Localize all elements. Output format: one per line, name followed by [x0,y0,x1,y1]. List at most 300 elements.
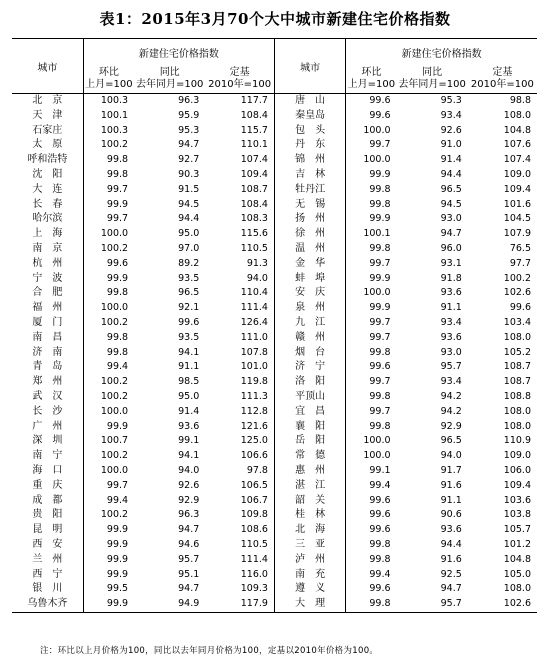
city-cell: 扬 州 [274,212,345,227]
header-mom-left [83,65,134,94]
header-city-right: 城市 [274,39,345,94]
yoy-cell: 92.9 [440,420,462,432]
mom-cell: 100.2 [83,138,134,153]
city-cell: 烟 台 [274,346,345,361]
base-cell: 109.3 [240,583,268,595]
mom-cell: 99.6 [346,582,397,597]
header-mom-sub: 上月=100 [347,79,396,90]
city-cell: 济 南 [32,346,63,358]
base-cell: 108.0 [503,109,531,121]
yoy-cell: 94.0 [440,450,462,462]
header-mom-label: 环比 [361,67,382,78]
base-cell: 94.0 [246,272,268,284]
city-cell: 兰 州 [32,553,63,565]
city-cell: 宜 昌 [274,405,345,420]
mom-cell: 100.2 [83,449,134,464]
table-row [12,420,537,435]
mom-cell: 99.4 [83,494,134,509]
mom-cell: 99.8 [83,286,134,301]
yoy-cell: 96.5 [440,435,462,447]
yoy-cell: 95.3 [178,124,200,136]
base-cell: 111.3 [240,390,268,402]
city-cell: 上 海 [32,228,63,240]
mom-cell: 99.4 [346,479,397,494]
city-cell: 银 川 [32,583,63,595]
city-cell: 太 原 [32,139,63,151]
yoy-cell: 94.2 [440,390,462,402]
mom-cell: 99.8 [346,553,397,568]
mom-cell: 99.8 [346,597,397,612]
city-cell: 南 充 [274,568,345,583]
mom-cell: 99.6 [346,508,397,523]
table-row [12,538,537,553]
yoy-cell: 94.4 [440,168,462,180]
base-cell: 108.0 [503,331,531,343]
city-cell: 温 州 [274,242,345,257]
table-header [12,39,537,94]
city-cell: 徐 州 [274,227,345,242]
mom-cell: 99.9 [346,272,397,287]
yoy-cell: 95.3 [440,95,462,106]
city-cell: 北 京 [32,95,63,106]
city-cell: 石家庄 [32,124,63,136]
base-cell: 115.6 [240,228,268,240]
mom-cell: 99.8 [346,183,397,198]
table-row [12,346,537,361]
base-cell: 106.0 [503,464,531,476]
city-cell: 大 连 [32,183,63,195]
yoy-cell: 92.5 [440,568,462,580]
mom-cell: 100.0 [346,286,397,301]
yoy-cell: 93.4 [440,376,462,388]
city-cell: 泸 州 [274,553,345,568]
yoy-cell: 96.3 [178,95,200,106]
table-row [12,331,537,346]
base-cell: 112.8 [240,405,268,417]
table-body [12,94,537,613]
mom-cell: 99.9 [83,597,134,612]
base-cell: 102.6 [503,287,531,299]
mom-cell: 100.0 [346,449,397,464]
yoy-cell: 94.6 [178,538,200,550]
mom-cell: 100.2 [83,390,134,405]
city-cell: 西 安 [32,538,63,550]
mom-cell: 99.9 [346,212,397,227]
city-cell: 贵 阳 [32,509,63,521]
table-row [12,523,537,538]
mom-cell: 99.8 [83,331,134,346]
city-cell: 长 春 [32,198,63,210]
base-cell: 108.7 [503,376,531,388]
base-cell: 97.7 [509,257,531,269]
yoy-cell: 94.1 [178,450,200,462]
table-row [12,449,537,464]
mom-cell: 99.8 [346,390,397,405]
base-cell: 109.8 [240,509,268,521]
table-row [12,242,537,257]
table-row [12,464,537,479]
city-cell: 桂 林 [274,508,345,523]
base-cell: 107.4 [240,154,268,166]
yoy-cell: 94.1 [178,346,200,358]
base-cell: 108.0 [503,420,531,432]
city-cell: 南 宁 [32,450,63,462]
base-cell: 111.4 [240,553,268,565]
yoy-cell: 92.7 [178,154,200,166]
base-cell: 109.4 [503,183,531,195]
city-cell: 赣 州 [274,331,345,346]
city-cell: 济 宁 [274,360,345,375]
base-cell: 103.6 [503,494,531,506]
city-cell: 哈尔滨 [32,213,63,225]
city-cell: 平顶山 [274,390,345,405]
yoy-cell: 95.0 [178,228,200,240]
mom-cell: 99.7 [346,257,397,272]
header-base-right [468,65,537,94]
header-group-right: 新建住宅价格指数 [346,39,537,66]
table-row [12,508,537,523]
yoy-cell: 91.4 [178,405,200,417]
yoy-cell: 90.3 [178,168,200,180]
city-cell: 合 肥 [32,287,63,299]
city-cell: 金 华 [274,257,345,272]
yoy-cell: 99.6 [178,316,200,328]
base-cell: 106.6 [240,450,268,462]
mom-cell: 99.8 [346,198,397,213]
yoy-cell: 93.4 [440,316,462,328]
base-cell: 116.0 [240,568,268,580]
header-yoy-label: 同比 [159,67,180,78]
yoy-cell: 94.4 [178,213,200,225]
base-cell: 101.6 [503,198,531,210]
mom-cell: 100.0 [83,464,134,479]
base-cell: 117.9 [205,597,274,612]
table-row [12,153,537,168]
table-row [12,227,537,242]
base-cell: 126.4 [240,316,268,328]
yoy-cell: 93.0 [440,213,462,225]
mom-cell: 100.1 [346,227,397,242]
mom-cell: 99.6 [346,360,397,375]
price-index-table-wrapper [12,38,537,613]
table-row [12,272,537,287]
city-cell: 常 德 [274,449,345,464]
header-yoy-right [397,65,468,94]
base-cell: 107.6 [503,139,531,151]
base-cell: 108.0 [503,583,531,595]
yoy-cell: 93.6 [440,287,462,299]
table-row [12,597,537,612]
yoy-cell: 94.7 [440,583,462,595]
table-row [12,390,537,405]
yoy-cell: 97.0 [178,242,200,254]
base-cell: 108.7 [240,183,268,195]
table-row [12,138,537,153]
yoy-cell: 96.0 [440,242,462,254]
footnote: 注：环比以上月价格为100，同比以去年同月价格为100，定基以2010年价格为100。 [40,646,379,656]
base-cell: 76.5 [509,242,531,254]
yoy-cell: 94.7 [178,139,200,151]
mom-cell: 99.8 [346,538,397,553]
yoy-cell: 93.4 [440,109,462,121]
base-cell: 91.3 [246,257,268,269]
base-cell: 105.2 [503,346,531,358]
header-yoy-sub: 去年同月=100 [135,79,204,90]
yoy-cell: 95.0 [178,390,200,402]
base-cell: 111.0 [240,331,268,343]
table-row [12,360,537,375]
table-row [12,568,537,583]
mom-cell: 99.7 [346,375,397,390]
mom-cell: 99.7 [83,479,134,494]
yoy-cell: 99.1 [178,435,200,447]
table-row [12,375,537,390]
base-cell: 111.4 [240,302,268,314]
base-cell: 119.8 [240,376,268,388]
mom-cell: 99.9 [83,523,134,538]
city-cell: 吉 林 [274,168,345,183]
table-row [12,286,537,301]
base-cell: 100.2 [503,272,531,284]
city-cell: 大 理 [274,597,345,612]
yoy-cell: 94.7 [440,228,462,240]
yoy-cell: 91.0 [440,139,462,151]
header-yoy-left [134,65,205,94]
city-cell: 惠 州 [274,464,345,479]
mom-cell: 99.1 [346,464,397,479]
base-cell: 103.8 [503,509,531,521]
city-cell: 乌鲁木齐 [12,597,83,612]
table-row [12,212,537,227]
city-cell: 厦 门 [32,316,63,328]
base-cell: 110.4 [240,287,268,299]
yoy-cell: 90.6 [440,509,462,521]
city-cell: 天 津 [32,109,63,121]
header-group-left: 新建住宅价格指数 [83,39,274,66]
base-cell: 110.1 [240,139,268,151]
city-cell: 成 都 [32,494,63,506]
mom-cell: 99.9 [346,301,397,316]
city-cell: 锦 州 [274,153,345,168]
mom-cell: 99.8 [83,346,134,361]
base-cell: 99.6 [509,302,531,314]
mom-cell: 99.6 [83,257,134,272]
city-cell: 南 京 [32,242,63,254]
base-cell: 101.0 [240,361,268,373]
city-cell: 武 汉 [32,390,63,402]
header-mom-sub: 上月=100 [85,79,133,90]
city-cell: 海 口 [32,464,63,476]
mom-cell: 99.9 [346,168,397,183]
yoy-cell: 91.1 [440,494,462,506]
table-row [12,168,537,183]
header-mom-right [346,65,397,94]
yoy-cell: 94.0 [178,464,200,476]
yoy-cell: 91.1 [440,302,462,314]
yoy-cell: 95.7 [440,361,462,373]
city-cell: 九 江 [274,316,345,331]
table-row [12,183,537,198]
city-cell: 深 圳 [32,435,63,447]
yoy-cell: 92.9 [178,494,200,506]
base-cell: 106.7 [240,494,268,506]
yoy-cell: 91.6 [440,553,462,565]
yoy-cell: 91.6 [440,479,462,491]
yoy-cell: 92.1 [178,302,200,314]
yoy-cell: 91.7 [440,464,462,476]
city-cell: 南 昌 [32,331,63,343]
yoy-cell: 93.6 [440,331,462,343]
yoy-cell: 91.8 [440,272,462,284]
mom-cell: 100.3 [83,94,134,109]
price-index-table [12,38,537,613]
base-cell: 105.0 [503,568,531,580]
base-cell: 106.5 [240,479,268,491]
mom-cell: 99.7 [346,331,397,346]
yoy-cell: 89.2 [178,257,200,269]
yoy-cell: 95.1 [178,568,200,580]
yoy-cell: 98.5 [178,376,200,388]
table-row [12,316,537,331]
yoy-cell: 93.0 [440,346,462,358]
mom-cell: 99.9 [83,553,134,568]
base-cell: 117.7 [240,95,268,106]
city-cell: 遵 义 [274,582,345,597]
header-base-sub: 2010年=100 [470,79,534,90]
base-cell: 108.4 [240,198,268,210]
base-cell: 109.0 [503,450,531,462]
yoy-cell: 96.5 [440,183,462,195]
city-cell: 牡丹江 [274,183,345,198]
yoy-cell: 95.7 [397,597,468,612]
table-row [12,405,537,420]
base-cell: 109.4 [503,479,531,491]
mom-cell: 99.6 [346,94,397,109]
city-cell: 郑 州 [32,376,63,388]
mom-cell: 99.9 [83,272,134,287]
yoy-cell: 95.9 [178,109,200,121]
mom-cell: 99.8 [346,242,397,257]
mom-cell: 99.6 [346,523,397,538]
mom-cell: 99.6 [346,494,397,509]
yoy-cell: 91.5 [178,183,200,195]
mom-cell: 99.6 [346,109,397,124]
city-cell: 杭 州 [32,257,63,269]
yoy-cell: 94.4 [440,538,462,550]
yoy-cell: 91.1 [178,361,200,373]
table-row [12,94,537,109]
city-cell: 沈 阳 [32,168,63,180]
yoy-cell: 93.5 [178,272,200,284]
mom-cell: 100.2 [83,508,134,523]
city-cell: 西 宁 [32,568,63,580]
mom-cell: 99.7 [346,405,397,420]
mom-cell: 100.0 [346,124,397,139]
city-cell: 岳 阳 [274,434,345,449]
mom-cell: 100.0 [346,153,397,168]
city-cell: 呼和浩特 [27,154,68,166]
table-row [12,582,537,597]
table-row [12,124,537,139]
yoy-cell: 93.5 [178,331,200,343]
base-cell: 104.8 [503,124,531,136]
table-row [12,109,537,124]
yoy-cell: 94.2 [440,405,462,417]
mom-cell: 99.9 [83,198,134,213]
mom-cell: 100.2 [83,242,134,257]
city-cell: 昆 明 [32,524,63,536]
mom-cell: 100.1 [83,109,134,124]
base-cell: 105.7 [503,524,531,536]
city-cell: 泉 州 [274,301,345,316]
mom-cell: 100.0 [346,434,397,449]
base-cell: 108.6 [240,524,268,536]
base-cell: 98.8 [509,95,531,106]
city-cell: 襄 阳 [274,420,345,435]
base-cell: 107.4 [503,154,531,166]
city-cell: 唐 山 [274,94,345,109]
base-cell: 109.4 [240,168,268,180]
mom-cell: 100.2 [83,316,134,331]
mom-cell: 99.7 [83,183,134,198]
yoy-cell: 95.7 [178,553,200,565]
base-cell: 110.9 [503,435,531,447]
base-cell: 108.0 [503,405,531,417]
mom-cell: 99.8 [346,346,397,361]
yoy-cell: 94.5 [440,198,462,210]
city-cell: 宁 波 [32,272,63,284]
base-cell: 110.5 [240,538,268,550]
yoy-cell: 93.6 [440,524,462,536]
yoy-cell: 96.5 [178,287,200,299]
city-cell: 洛 阳 [274,375,345,390]
mom-cell: 100.0 [83,405,134,420]
header-base-label: 定基 [229,67,250,78]
base-cell: 107.9 [503,228,531,240]
mom-cell: 100.0 [83,301,134,316]
mom-cell: 99.5 [83,582,134,597]
mom-cell: 100.3 [83,124,134,139]
table-row [12,257,537,272]
base-cell: 104.8 [503,553,531,565]
mom-cell: 99.9 [83,420,134,435]
header-base-sub: 2010年=100 [208,79,272,90]
base-cell: 110.5 [240,242,268,254]
mom-cell: 99.7 [83,212,134,227]
city-cell: 无 锡 [274,198,345,213]
base-cell: 115.7 [240,124,268,136]
base-cell: 103.4 [503,316,531,328]
yoy-cell: 94.7 [178,583,200,595]
city-cell: 丹 东 [274,138,345,153]
city-cell: 青 岛 [32,361,63,373]
city-cell: 安 庆 [274,286,345,301]
base-cell: 104.5 [503,213,531,225]
header-yoy-label: 同比 [422,67,443,78]
mom-cell: 100.7 [83,434,134,449]
base-cell: 108.3 [240,213,268,225]
mom-cell: 99.7 [346,138,397,153]
base-cell: 101.2 [503,538,531,550]
base-cell: 107.8 [240,346,268,358]
city-cell: 包 头 [274,124,345,139]
mom-cell: 99.8 [83,153,134,168]
city-cell: 蚌 埠 [274,272,345,287]
city-cell: 重 庆 [32,479,63,491]
header-city-left: 城市 [12,39,83,94]
base-cell: 108.4 [240,109,268,121]
mom-cell: 99.4 [83,360,134,375]
